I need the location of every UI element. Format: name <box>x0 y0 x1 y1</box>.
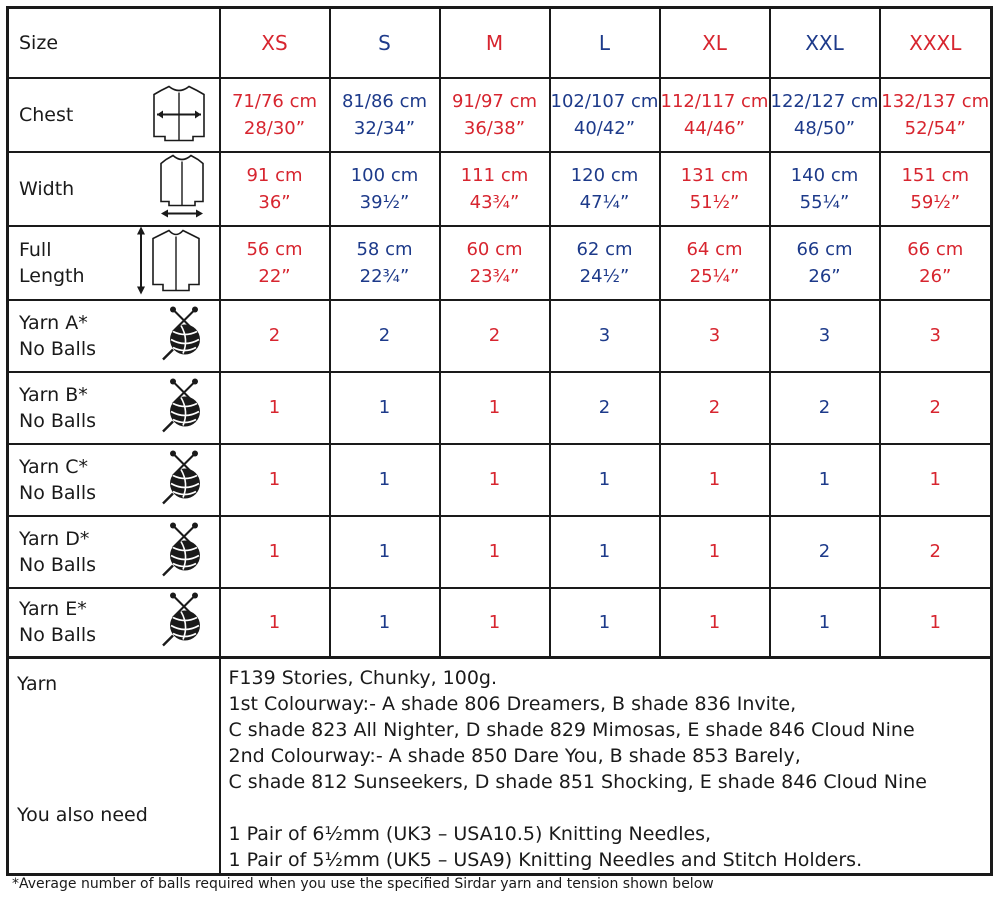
row-label-line: No Balls <box>19 481 97 504</box>
row-label-line: Full <box>19 238 52 261</box>
row-label-line: Chest <box>19 103 74 126</box>
value-line: 55¼” <box>799 191 850 213</box>
value-line: 1 <box>378 397 391 418</box>
value-cell-xl <box>660 588 770 658</box>
row-label-line: No Balls <box>19 624 97 647</box>
row-label-line: Yarn D* <box>19 527 90 550</box>
row-label <box>19 102 73 128</box>
size-l: L <box>550 8 660 78</box>
size-m: M <box>440 8 550 78</box>
value-cell-xxl <box>770 78 880 152</box>
value-line: 91 cm <box>246 164 303 186</box>
row-label-line: No Balls <box>19 337 97 360</box>
value-cell-m <box>440 78 550 152</box>
value-cell-l <box>550 444 660 516</box>
value-cell-xl <box>660 444 770 516</box>
value-line: 1 <box>708 541 721 562</box>
row-label <box>19 237 85 289</box>
value-line: 56 cm <box>246 238 303 260</box>
value-cell-xl <box>660 516 770 588</box>
yarn-line: F139 Stories, Chunky, 100g. <box>228 667 498 689</box>
value-cell-l <box>550 152 660 226</box>
value-line: 26” <box>808 265 841 287</box>
value-line: 1 <box>708 469 721 490</box>
value-cell-xxl <box>770 226 880 300</box>
row-label-line: Width <box>19 177 75 200</box>
value-line: 2 <box>488 325 501 346</box>
value-line: 62 cm <box>576 238 633 260</box>
value-line: 1 <box>378 541 391 562</box>
value-cell-s <box>330 300 440 372</box>
value-cell-xs <box>220 152 330 226</box>
value-line: 40/42” <box>573 117 636 139</box>
value-line: 66 cm <box>907 238 964 260</box>
value-line: 2 <box>929 541 941 562</box>
footnote: *Average number of balls required when you use the specified Sirdar yarn and tension shown below <box>12 876 714 892</box>
notes-label-cell <box>8 658 220 875</box>
size-xxl: XXL <box>770 8 880 78</box>
row-label <box>19 382 96 434</box>
value-line: 1 <box>268 541 281 562</box>
value-line: 112/117 cm <box>660 90 769 112</box>
value-line: 102/107 cm <box>550 90 659 112</box>
value-line: 1 <box>378 469 391 490</box>
need-line: 1 Pair of 5½mm (UK5 – USA9) Knitting Needles and Stitch Holders. <box>228 849 863 871</box>
size-xxxl: XXXL <box>880 8 992 78</box>
value-line: 1 <box>598 611 611 633</box>
row-label-cell <box>8 152 220 226</box>
value-line: 1 <box>378 611 391 633</box>
value-cell-xxl <box>770 516 880 588</box>
value-line: 22¾” <box>359 265 410 287</box>
value-cell-xxl <box>770 300 880 372</box>
value-cell-xs <box>220 78 330 152</box>
row-label-cell <box>8 226 220 300</box>
value-line: 1 <box>488 541 501 562</box>
row-label-line: Length <box>19 264 85 287</box>
value-line: 1 <box>598 541 611 562</box>
value-line: 1 <box>708 611 721 633</box>
value-cell-l <box>550 226 660 300</box>
value-cell-xs <box>220 588 330 658</box>
notes-row <box>8 658 992 875</box>
yarn-line: 1st Colourway:- A shade 806 Dreamers, B shade 836 Invite, <box>228 693 797 715</box>
value-line: 39½” <box>359 191 410 213</box>
value-line: 151 cm <box>901 164 969 186</box>
row-label <box>19 526 96 578</box>
row-label <box>19 176 74 202</box>
value-line: 1 <box>929 469 941 490</box>
value-line: 91/97 cm <box>451 90 538 112</box>
row-label <box>19 596 96 648</box>
value-line: 64 cm <box>686 238 743 260</box>
row-label-line: Yarn B* <box>19 383 88 406</box>
value-line: 1 <box>488 397 501 418</box>
row-yarn-a-no-balls <box>8 300 992 372</box>
value-line: 26” <box>919 265 952 287</box>
value-line: 58 cm <box>356 238 413 260</box>
value-line: 36” <box>258 191 291 213</box>
value-line: 22” <box>258 265 291 287</box>
value-line: 2 <box>378 325 391 346</box>
value-line: 44/46” <box>683 117 746 139</box>
value-cell-xxl <box>770 588 880 658</box>
value-cell-xxl <box>770 372 880 444</box>
value-cell-l <box>550 372 660 444</box>
value-line: 100 cm <box>350 164 419 186</box>
size-xl: XL <box>660 8 770 78</box>
value-cell-xxxl <box>880 372 992 444</box>
value-cell-xs <box>220 226 330 300</box>
row-yarn-d-no-balls <box>8 516 992 588</box>
size-label: Size <box>19 31 59 54</box>
value-cell-xxxl <box>880 300 992 372</box>
value-line: 25¼” <box>689 265 740 287</box>
value-cell-xxxl <box>880 152 992 226</box>
value-cell-l <box>550 516 660 588</box>
value-line: 23¾” <box>469 265 520 287</box>
value-cell-s <box>330 444 440 516</box>
value-cell-s <box>330 588 440 658</box>
value-line: 71/76 cm <box>231 90 318 112</box>
size-xs: XS <box>220 8 330 78</box>
value-line: 3 <box>929 325 941 346</box>
value-cell-l <box>550 588 660 658</box>
value-line: 1 <box>268 611 281 633</box>
need-line: 1 Pair of 6½mm (UK3 – USA10.5) Knitting Needles, <box>228 823 712 845</box>
yarn-line: C shade 812 Sunseekers, D shade 851 Shocking, E shade 846 Cloud Nine <box>228 771 927 793</box>
value-line: 66 cm <box>796 238 853 260</box>
row-label-line: No Balls <box>19 409 97 432</box>
value-cell-xl <box>660 226 770 300</box>
yarn-ball-icon <box>161 592 207 653</box>
row-width <box>8 152 992 226</box>
value-line: 1 <box>268 469 281 490</box>
row-yarn-b-no-balls <box>8 372 992 444</box>
value-line: 24½” <box>579 265 630 287</box>
value-line: 3 <box>598 325 611 346</box>
yarn-label: Yarn <box>17 673 58 695</box>
value-cell-s <box>330 372 440 444</box>
length-garment-icon <box>135 224 207 301</box>
value-cell-l <box>550 300 660 372</box>
row-label-cell <box>8 372 220 444</box>
value-line: 1 <box>488 469 501 490</box>
value-line: 81/86 cm <box>341 90 428 112</box>
width-garment-icon <box>157 151 207 226</box>
value-cell-xl <box>660 78 770 152</box>
value-line: 52/54” <box>904 117 966 139</box>
value-line: 2 <box>929 397 941 418</box>
value-cell-xs <box>220 444 330 516</box>
value-cell-xxxl <box>880 588 992 658</box>
spacer <box>229 795 991 821</box>
notes-content <box>220 658 992 875</box>
value-line: 60 cm <box>466 238 523 260</box>
value-cell-xl <box>660 152 770 226</box>
size-chart-table <box>6 6 993 876</box>
value-line: 1 <box>488 611 501 633</box>
value-cell-xs <box>220 300 330 372</box>
value-line: 28/30” <box>243 117 306 139</box>
value-line: 2 <box>818 541 831 562</box>
value-line: 32/34” <box>353 117 416 139</box>
row-label-cell <box>8 516 220 588</box>
value-cell-s <box>330 152 440 226</box>
value-line: 47¼” <box>579 191 630 213</box>
row-label-line: No Balls <box>19 553 97 576</box>
value-cell-xxxl <box>880 516 992 588</box>
value-cell-xxl <box>770 444 880 516</box>
yarn-ball-icon <box>161 377 207 438</box>
value-line: 59½” <box>910 191 961 213</box>
size-s: S <box>330 8 440 78</box>
row-full-length <box>8 226 992 300</box>
value-line: 36/38” <box>463 117 526 139</box>
value-line: 2 <box>708 397 721 418</box>
value-cell-m <box>440 152 550 226</box>
value-line: 131 cm <box>680 164 749 186</box>
value-line: 51½” <box>689 191 740 213</box>
value-line: 1 <box>818 611 831 633</box>
value-cell-xxxl <box>880 226 992 300</box>
row-chest <box>8 78 992 152</box>
value-line: 3 <box>708 325 721 346</box>
value-cell-m <box>440 516 550 588</box>
value-line: 2 <box>818 397 831 418</box>
row-label-line: Yarn E* <box>19 598 87 621</box>
size-header-row <box>8 8 992 78</box>
value-cell-xs <box>220 372 330 444</box>
value-line: 1 <box>598 469 611 490</box>
row-label-cell <box>8 588 220 658</box>
yarn-ball-icon <box>161 449 207 510</box>
row-label <box>19 454 96 506</box>
row-label-line: Yarn C* <box>19 455 88 478</box>
value-cell-xl <box>660 372 770 444</box>
value-line: 2 <box>598 397 611 418</box>
row-yarn-e-no-balls <box>8 588 992 658</box>
value-line: 140 cm <box>790 164 859 186</box>
value-cell-m <box>440 444 550 516</box>
value-line: 48/50” <box>793 117 856 139</box>
value-cell-m <box>440 372 550 444</box>
yarn-line: 2nd Colourway:- A shade 850 Dare You, B shade 853 Barely, <box>228 745 801 767</box>
value-cell-xxxl <box>880 78 992 152</box>
value-line: 120 cm <box>570 164 639 186</box>
chest-garment-icon <box>151 80 207 149</box>
row-label-cell <box>8 300 220 372</box>
value-cell-m <box>440 588 550 658</box>
value-line: 1 <box>268 397 281 418</box>
value-line: 3 <box>818 325 831 346</box>
value-cell-s <box>330 226 440 300</box>
value-line: 2 <box>268 325 281 346</box>
row-label <box>19 310 96 362</box>
row-label-cell <box>8 78 220 152</box>
yarn-ball-icon <box>161 521 207 582</box>
size-label-cell <box>8 8 220 78</box>
value-cell-s <box>330 78 440 152</box>
you-also-need-label: You also need <box>17 804 148 826</box>
value-line: 1 <box>818 469 831 490</box>
value-cell-l <box>550 78 660 152</box>
value-cell-xxxl <box>880 444 992 516</box>
yarn-ball-icon <box>161 305 207 366</box>
value-cell-m <box>440 226 550 300</box>
value-line: 111 cm <box>460 164 529 186</box>
value-cell-xs <box>220 516 330 588</box>
value-cell-s <box>330 516 440 588</box>
value-cell-xxl <box>770 152 880 226</box>
value-line: 132/137 cm <box>881 90 990 112</box>
row-yarn-c-no-balls <box>8 444 992 516</box>
yarn-line: C shade 823 All Nighter, D shade 829 Mimosas, E shade 846 Cloud Nine <box>228 719 915 741</box>
row-label-cell <box>8 444 220 516</box>
value-cell-xl <box>660 300 770 372</box>
value-line: 122/127 cm <box>770 90 879 112</box>
value-line: 43¾” <box>469 191 520 213</box>
value-cell-m <box>440 300 550 372</box>
value-line: 1 <box>929 611 941 633</box>
row-label-line: Yarn A* <box>19 311 88 334</box>
